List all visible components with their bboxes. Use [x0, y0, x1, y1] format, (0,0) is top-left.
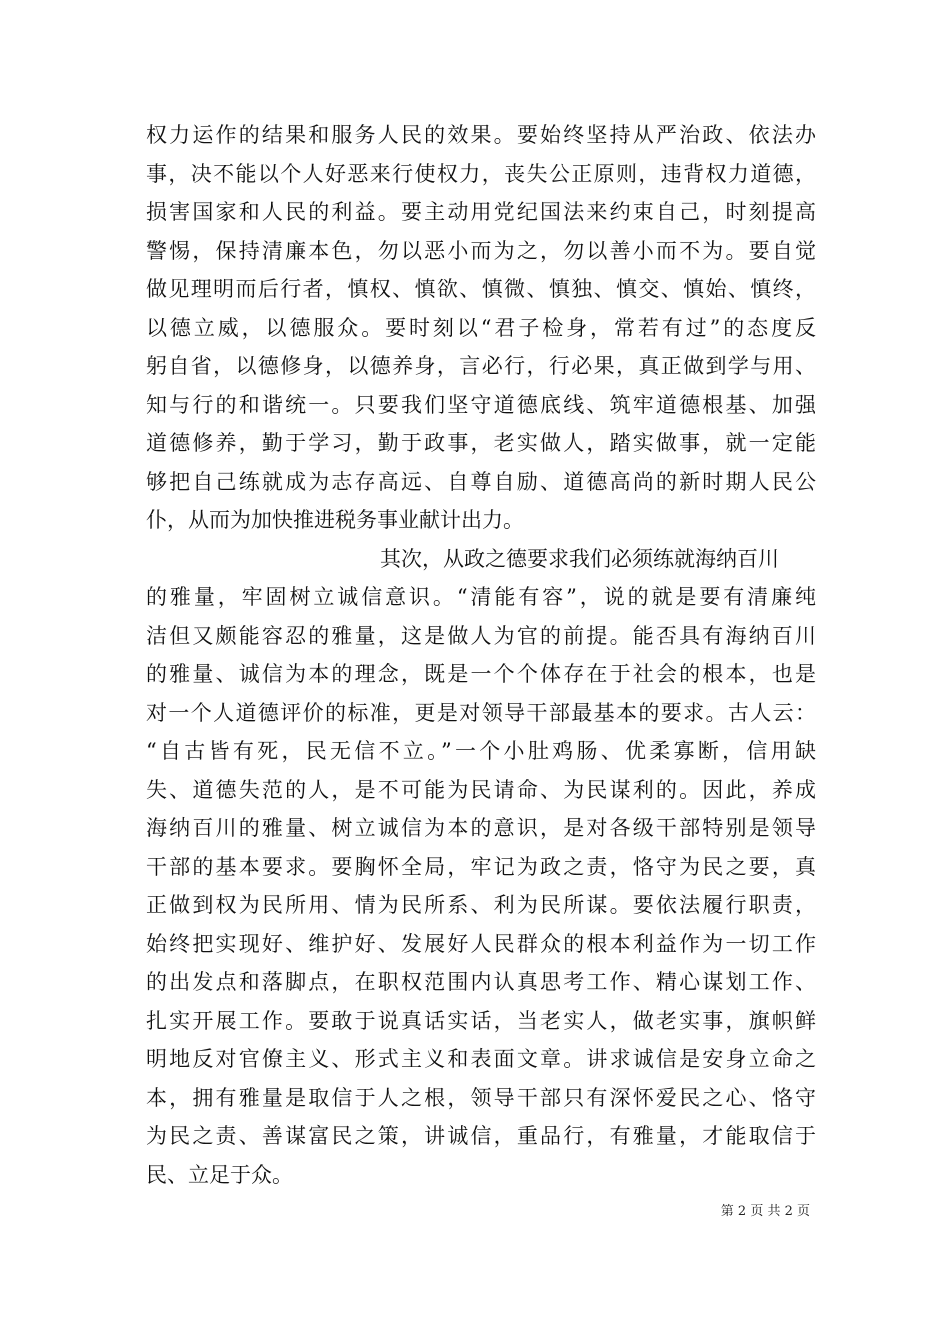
text-line: 本，拥有雅量是取信于人之根，领导干部只有深怀爱民之心、恪守 — [146, 1085, 816, 1110]
text-line: 躬自省，以德修身，以德养身，言必行，行必果，真正做到学与用、 — [146, 354, 816, 378]
text-line: 明地反对官僚主义、形式主义和表面文章。讲求诚信是安身立命之 — [146, 1047, 816, 1071]
text-line: 其次，从政之德要求我们必须练就海纳百川 — [380, 546, 779, 571]
text-line: 知与行的和谐统一。只要我们坚守道德底线、筑牢道德根基、加强 — [146, 392, 816, 417]
text-line: 事，决不能以个人好恶来行使权力，丧失公正原则，违背权力道德， — [146, 161, 816, 186]
text-line: 以德立威，以德服众。要时刻以“君子检身，常若有过”的态度反 — [146, 315, 816, 340]
page-number: 第 2 页 共 2 页 — [720, 1204, 810, 1219]
text-line: 道德修养，勤于学习，勤于政事，老实做人，踏实做事，就一定能 — [146, 431, 816, 455]
text-line: 干部的基本要求。要胸怀全局，牢记为政之责，恪守为民之要，真 — [146, 854, 816, 879]
text-line: 洁但又颇能容忍的雅量，这是做人为官的前提。能否具有海纳百川 — [146, 623, 816, 648]
body-text — [146, 116, 816, 1194]
text-line: 始终把实现好、维护好、发展好人民群众的根本利益作为一切工作 — [146, 931, 816, 956]
text-line: 正做到权为民所用、情为民所系、利为民所谋。要依法履行职责， — [146, 893, 816, 917]
text-line: 的出发点和落脚点，在职权范围内认真思考工作、精心谋划工作、 — [146, 970, 816, 994]
text-line: 仆，从而为加快推进税务事业献计出力。 — [146, 508, 524, 532]
text-line: 对一个人道德评价的标准，更是对领导干部最基本的要求。古人云： — [146, 700, 816, 725]
text-line: 够把自己练就成为志存高远、自尊自励、道德高尚的新时期人民公 — [146, 469, 816, 494]
text-line: 扎实开展工作。要敢于说真话实话，当老实人，做老实事，旗帜鲜 — [146, 1008, 816, 1033]
paragraph-2 — [146, 540, 816, 1195]
text-line: 警惕，保持清廉本色，勿以恶小而为之，勿以善小而不为。要自觉 — [146, 238, 816, 263]
text-line: 做见理明而后行者，慎权、慎欲、慎微、慎独、慎交、慎始、慎终， — [146, 277, 816, 301]
text-line: 的雅量，牢固树立诚信意识。“清能有容”，说的就是要有清廉纯 — [146, 585, 816, 609]
text-line: 权力运作的结果和服务人民的效果。要始终坚持从严治政、依法办 — [146, 123, 816, 147]
text-line: 损害国家和人民的利益。要主动用党纪国法来约束自己，时刻提高 — [146, 200, 816, 224]
text-line: 为民之责、善谋富民之策，讲诚信，重品行，有雅量，才能取信于 — [146, 1124, 816, 1148]
paragraph-1 — [146, 116, 816, 540]
text-line: 的雅量、诚信为本的理念，既是一个个体存在于社会的根本，也是 — [146, 662, 816, 686]
text-line: 民、立足于众。 — [146, 1162, 293, 1187]
text-line: 失、道德失范的人，是不可能为民请命、为民谋利的。因此，养成 — [146, 777, 816, 802]
text-line: “自古皆有死，民无信不立。”一个小肚鸡肠、优柔寡断，信用缺 — [146, 739, 816, 763]
text-line: 海纳百川的雅量、树立诚信为本的意识，是对各级干部特别是领导 — [146, 816, 816, 840]
